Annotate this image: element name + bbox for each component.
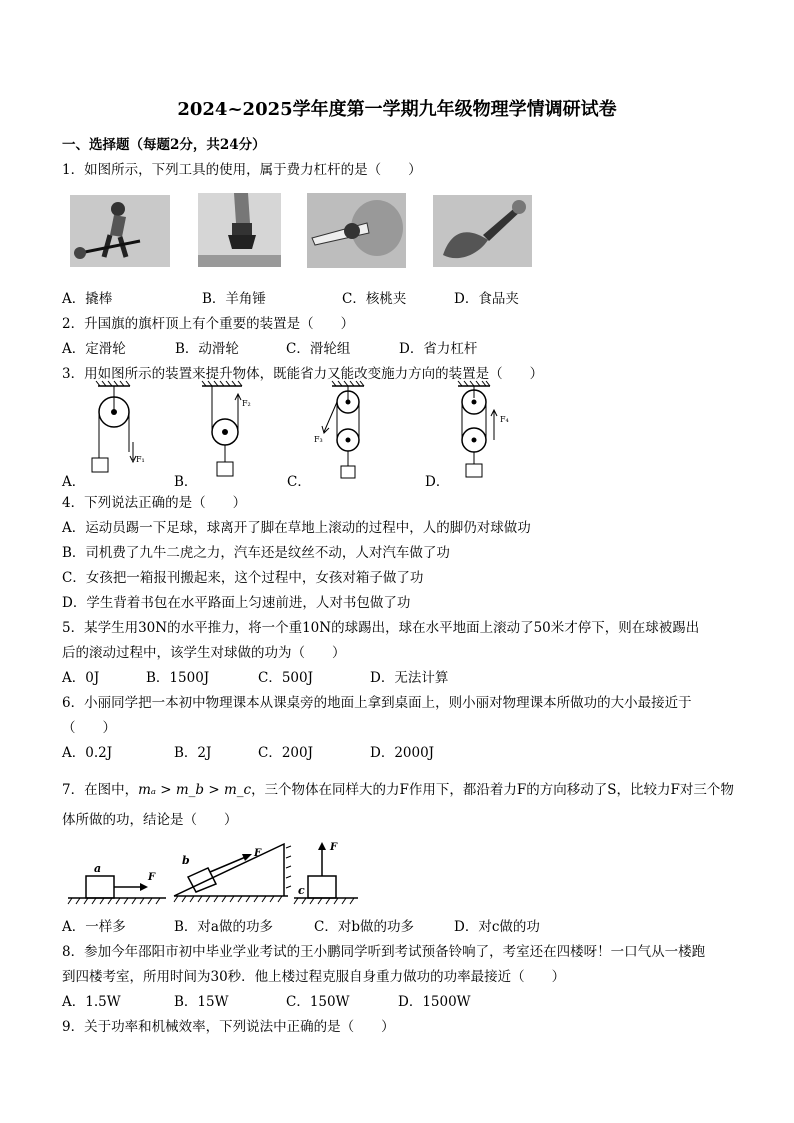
q4-option-d[interactable]: D．学生背着书包在水平路面上匀速前进，人对书包做了功 — [62, 595, 411, 611]
q8-option-d[interactable]: D．1500W — [398, 994, 471, 1010]
q1-image-nutcracker — [307, 193, 406, 268]
q3-options — [62, 470, 742, 488]
q8-options — [62, 990, 742, 1008]
q3-figure-b — [202, 381, 251, 476]
q2-stem: 2．升国旗的旗杆顶上有个重要的装置是（ ） — [62, 316, 355, 332]
q5-stem-line2: 后的滚动过程中，该学生对球做的功为（ ） — [62, 645, 346, 661]
q5-option-a[interactable]: A．0J — [62, 670, 100, 686]
q8-option-c[interactable]: C．150W — [286, 994, 350, 1010]
q7-stem-prefix: 7．在图中， — [62, 782, 139, 798]
q6-stem-line2: （ ） — [62, 720, 116, 736]
q7-stem-suffix: ，三个物体在同样大的力F作用下，都沿着力F的方向移动了S，比较力F对三个物 — [251, 782, 734, 798]
q7-figure-a — [68, 862, 166, 904]
q6-option-a[interactable]: A．0.2J — [62, 745, 113, 761]
q8-stem-line2: 到四楼考室，所用时间为30秒．他上楼过程克服自身重力做功的功率最接近（ ） — [62, 969, 566, 985]
q8-option-b[interactable]: B．15W — [174, 994, 229, 1010]
q2-option-d[interactable]: D．省力杠杆 — [399, 341, 478, 357]
q3-pulley-figures — [62, 380, 532, 484]
q5-option-c[interactable]: C．500J — [258, 670, 314, 686]
q7-force-a: F — [148, 872, 156, 883]
q8-option-a[interactable]: A．1.5W — [62, 994, 121, 1010]
q3-option-b[interactable]: B． — [174, 474, 198, 490]
q3-stem: 3．用如图所示的装置来提升物体，既能省力又能改变施力方向的装置是（ ） — [62, 366, 544, 382]
q7-label-c: c — [298, 884, 305, 897]
q4-stem: 4．下列说法正确的是（ ） — [62, 495, 247, 511]
q2-option-a[interactable]: A．定滑轮 — [62, 341, 126, 357]
exam-title: 2024~2025学年度第一学期九年级物理学情调研试卷 — [177, 99, 617, 120]
q6-option-b[interactable]: B．2J — [174, 745, 212, 761]
q7-label-b: b — [182, 854, 190, 867]
q5-option-d[interactable]: D．无法计算 — [370, 670, 449, 686]
q6-stem-line1: 6．小丽同学把一本初中物理课本从课桌旁的地面上拿到桌面上，则小丽对物理课本所做功的大小最接近于 — [62, 695, 692, 711]
q1-options — [62, 287, 742, 305]
q7-force-b: F — [254, 848, 262, 859]
q1-option-b[interactable]: B．羊角锤 — [202, 291, 266, 307]
q3-force-label-f1: F₁ — [136, 455, 145, 464]
q7-figure — [62, 838, 362, 908]
q4-option-c[interactable]: C．女孩把一箱报刊搬起来，这个过程中，女孩对箱子做了功 — [62, 570, 424, 586]
q7-options — [62, 915, 742, 933]
q7-stem-line1 — [62, 778, 734, 798]
q7-force-c: F — [330, 842, 338, 853]
q1-image-crowbar — [70, 195, 170, 267]
q2-options — [62, 337, 742, 355]
q1-stem: 1．如图所示，下列工具的使用，属于费力杠杆的是（ ） — [62, 162, 422, 178]
q1-option-a[interactable]: A．撬棒 — [62, 291, 113, 307]
q2-option-b[interactable]: B．动滑轮 — [175, 341, 239, 357]
q3-force-label-f2: F₂ — [242, 399, 251, 408]
q3-option-d[interactable]: D． — [425, 474, 450, 490]
q7-option-c[interactable]: C．对b做的功多 — [314, 919, 414, 935]
q7-figure-c — [294, 842, 358, 904]
q3-force-label-f3: F₃ — [314, 435, 323, 444]
q7-option-a[interactable]: A．一样多 — [62, 919, 126, 935]
q3-option-c[interactable]: C． — [287, 474, 311, 490]
section-heading: 一、选择题（每题2分，共24分） — [62, 137, 266, 153]
q5-option-b[interactable]: B．1500J — [146, 670, 210, 686]
q7-stem-line2: 体所做的功，结论是（ ） — [62, 812, 238, 828]
q3-option-a[interactable]: A． — [62, 474, 86, 490]
q3-force-label-f4: F₄ — [500, 415, 509, 424]
q2-option-c[interactable]: C．滑轮组 — [286, 341, 351, 357]
q6-options — [62, 741, 742, 759]
q1-image-food-tongs — [433, 195, 532, 267]
q7-option-b[interactable]: B．对a做的功多 — [174, 919, 273, 935]
q7-mass-formula: mₐ > m_b > m_c — [138, 782, 252, 798]
q4-option-a[interactable]: A．运动员踢一下足球，球离开了脚在草地上滚动的过程中，人的脚仍对球做功 — [62, 520, 531, 536]
q1-option-c[interactable]: C．核桃夹 — [342, 291, 407, 307]
q3-figure-c — [314, 381, 364, 478]
q5-options — [62, 666, 742, 684]
q5-stem-line1: 5．某学生用30N的水平推力，将一个重10N的球踢出，球在水平地面上滚动了50米才停下，则在球被踢出 — [62, 620, 700, 636]
q3-figure-d — [458, 381, 509, 477]
q7-option-d[interactable]: D．对c做的功 — [454, 919, 540, 935]
q6-option-d[interactable]: D．2000J — [370, 745, 435, 761]
q9-stem: 9．关于功率和机械效率，下列说法中正确的是（ ） — [62, 1019, 395, 1035]
q3-figure-a — [92, 381, 145, 472]
q8-stem-line1: 8．参加今年邵阳市初中毕业学业考试的王小鹏同学听到考试预备铃响了，考室还在四楼呀！一口气从一楼跑 — [62, 944, 706, 960]
q6-option-c[interactable]: C．200J — [258, 745, 314, 761]
q1-option-d[interactable]: D．食品夹 — [454, 291, 519, 307]
q7-figure-b — [174, 844, 291, 902]
q7-label-a: a — [94, 862, 102, 875]
q1-image-claw-hammer — [198, 193, 281, 267]
q4-option-b[interactable]: B．司机费了九牛二虎之力，汽车还是纹丝不动，人对汽车做了功 — [62, 545, 450, 561]
